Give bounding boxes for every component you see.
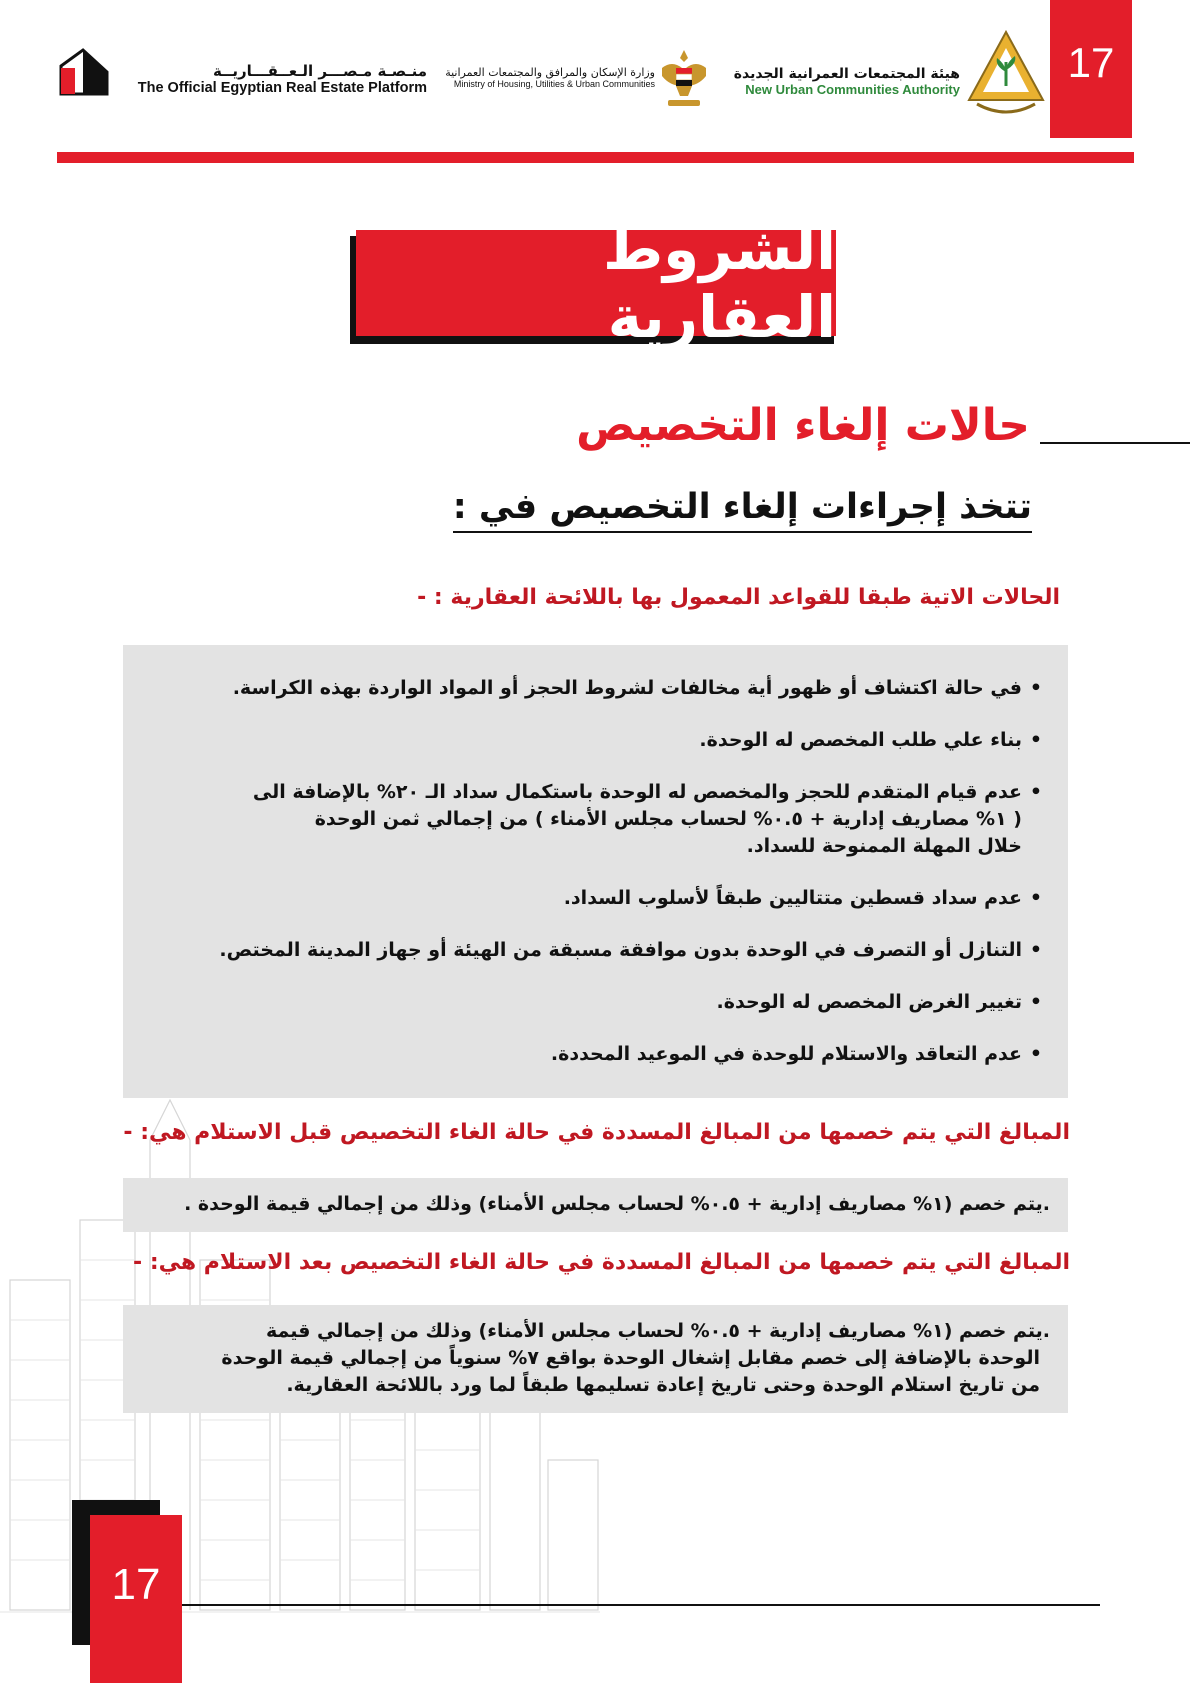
list-item-text: بناء علي طلب المخصص له الوحدة. xyxy=(699,729,1022,751)
nuca-logo-icon xyxy=(965,28,1047,120)
page-number-tab-top: 17 xyxy=(1050,0,1132,138)
list-item-text: ( ١% مصاريف إدارية + ٠.٥% لحساب مجلس الأمناء ) من إجمالي ثمن الوحدة xyxy=(314,808,1022,830)
list-item: •عدم قيام المتقدم للحجز والمخصص له الوحدة باستكمال سداد الـ ٢٠% بالإضافة الى xyxy=(252,781,1043,803)
title-banner: الشروط العقارية xyxy=(356,230,836,336)
section-title-line xyxy=(1040,442,1190,444)
list-item: •في حالة اكتشاف أو ظهور أية مخالفات لشروط الحجز أو المواد الواردة بهذه الكراسة. xyxy=(232,677,1043,699)
list-item: •التنازل أو التصرف في الوحدة بدون موافقة مسبقة من الهيئة أو جهاز المدينة المختص. xyxy=(219,939,1043,961)
platform-name-en: The Official Egyptian Real Estate Platform xyxy=(137,80,427,96)
list-item: •تغيير الغرض المخصص له الوحدة. xyxy=(716,991,1043,1013)
conditions-box xyxy=(123,645,1068,1098)
ministry-brand xyxy=(440,66,655,89)
list-item-cont xyxy=(747,833,1022,860)
page-number-tab-bottom: 17 xyxy=(90,1515,182,1683)
before-receipt-heading: المبالغ التي يتم خصمها من المبالغ المسددة في حالة الغاء التخصيص قبل الاستلام هي: - xyxy=(123,1120,1070,1145)
after-receipt-line: الوحدة بالإضافة إلى خصم مقابل إشغال الوحدة بواقع ٧% سنوياً من إجمالي قيمة الوحدة xyxy=(221,1347,1040,1369)
ministry-name-ar: وزارة الإسكان والمرافق والمجتمعات العمرانية xyxy=(445,66,655,79)
platform-name-ar: منـصـة مـصـــر الـعــقـــاريــة xyxy=(213,62,427,80)
after-receipt-heading: المبالغ التي يتم خصمها من المبالغ المسددة في حالة الغاء التخصيص بعد الاستلام هي: - xyxy=(133,1250,1070,1275)
list-item: •بناء علي طلب المخصص له الوحدة. xyxy=(699,729,1043,751)
list-item: •عدم التعاقد والاستلام للوحدة في الموعيد المحددة. xyxy=(550,1043,1043,1065)
list-item-text: عدم التعاقد والاستلام للوحدة في الموعيد المحددة. xyxy=(550,1043,1022,1065)
after-receipt-line: .يتم خصم (١% مصاريف إدارية + ٠.٥% لحساب مجلس الأمناء) وذلك من إجمالي قيمة xyxy=(265,1320,1050,1342)
platform-logo-icon xyxy=(57,46,113,96)
list-item-cont xyxy=(315,806,1022,833)
nuca-brand xyxy=(730,66,960,97)
sub-title xyxy=(440,487,1032,527)
before-receipt-box xyxy=(123,1178,1068,1232)
ministry-name-en: Ministry of Housing, Utilities & Urban Communities xyxy=(453,79,655,89)
after-receipt-box xyxy=(123,1305,1068,1413)
after-receipt-line: من تاريخ استلام الوحدة وحتى تاريخ إعادة تسليمها طبقاً لما ورد باللائحة العقارية. xyxy=(286,1374,1040,1396)
platform-brand xyxy=(122,62,427,96)
list-item-text: التنازل أو التصرف في الوحدة بدون موافقة مسبقة من الهيئة أو جهاز المدينة المختص. xyxy=(219,939,1022,961)
list-item: •عدم سداد قسطين متتاليين طبقاً لأسلوب السداد. xyxy=(563,887,1043,909)
list-item-text: خلال المهلة الممنوحة للسداد. xyxy=(746,835,1022,857)
eagle-emblem-icon xyxy=(658,46,710,116)
before-receipt-text: .يتم خصم (١% مصاريف إدارية + ٠.٥% لحساب مجلس الأمناء) وذلك من إجمالي قيمة الوحدة . xyxy=(184,1193,1050,1215)
header-rule xyxy=(57,152,1134,163)
nuca-name-ar: هيئة المجتمعات العمرانية الجديدة xyxy=(733,66,960,82)
nuca-name-en: New Urban Communities Authority xyxy=(745,82,960,97)
list-item-text: تغيير الغرض المخصص له الوحدة. xyxy=(716,991,1022,1013)
intro-text: الحالات الاتية طبقا للقواعد المعمول بها باللائحة العقارية : - xyxy=(417,585,1060,610)
list-item-text: في حالة اكتشاف أو ظهور أية مخالفات لشروط الحجز أو المواد الواردة بهذه الكراسة. xyxy=(232,677,1022,699)
section-title: حالات إلغاء التخصيص xyxy=(576,400,1030,451)
list-item-text: عدم قيام المتقدم للحجز والمخصص له الوحدة باستكمال سداد الـ ٢٠% بالإضافة الى xyxy=(252,781,1022,803)
sub-title-text: تتخذ إجراءات إلغاء التخصيص في : xyxy=(453,487,1032,533)
list-item-text: عدم سداد قسطين متتاليين طبقاً لأسلوب السداد. xyxy=(563,887,1022,909)
footer-rule xyxy=(182,1604,1100,1606)
